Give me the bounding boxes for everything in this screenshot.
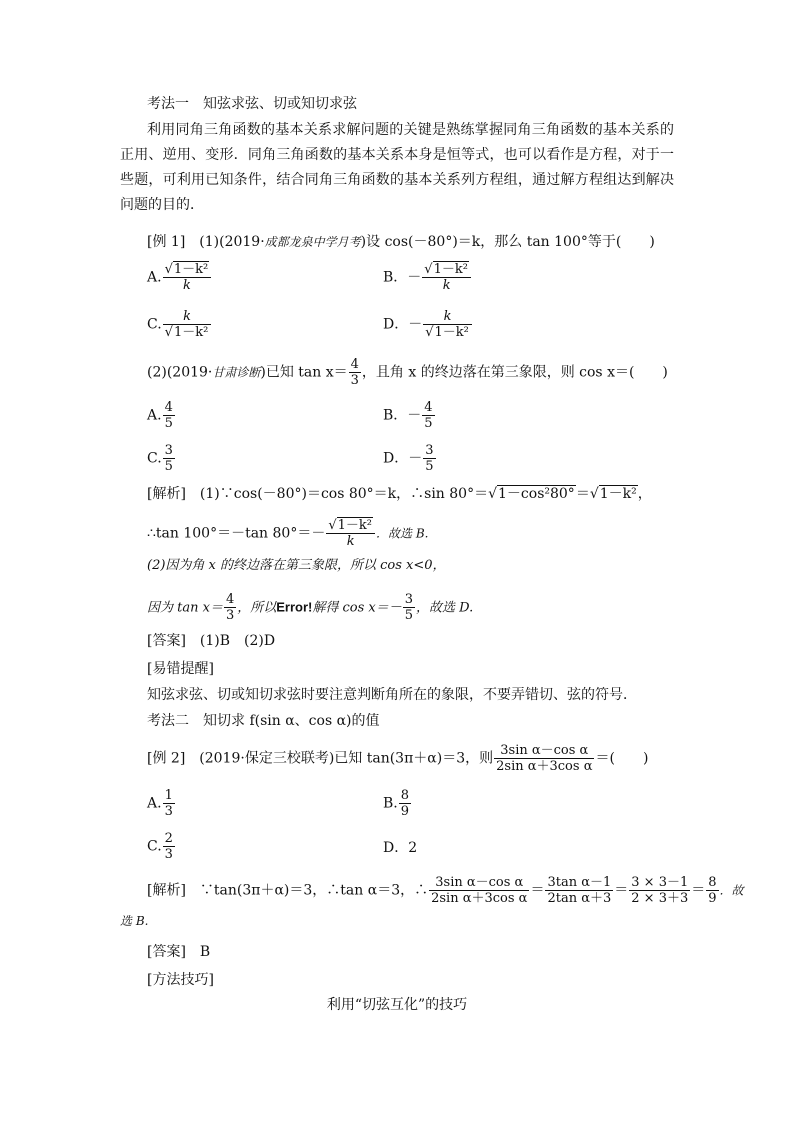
- example-1-part-2-option-d: D．－ $\frac{3}{5}$: [383, 443, 434, 474]
- section-1-paragraph: 利用同角三角函数的基本关系求解问题的关键是熟练掌握同角三角函数的基本关系的正用、逆用、变形．同角三角函数的基本关系本身是恒等式，也可以看作是方程，对于一些题，可利用已知条件，结合同角三角函数的基本关系列方程组，通过解方程组达到解决问题的目的．: [120, 122, 674, 213]
- example-2-option-b: B. $\frac{8}{9}$: [383, 788, 410, 819]
- example-2-option-d: D．2: [383, 840, 418, 856]
- example-1-option-c: C. $\frac{k}{\text{√1－k²}}$: [147, 309, 212, 340]
- example-1-part-2-option-a: A. $\frac{4}{5}$: [147, 400, 173, 431]
- example-1-part-2-stem: (2)(2019·甘肃诊断)已知 tan x＝ $\frac{4}{3}$ ，且角 x 的终边落在第三象限，则 cos x＝( ): [147, 357, 668, 388]
- section-1-title: 考法一 知弦求弦、切或知切求弦: [147, 96, 357, 112]
- example-1-stem: [例 1] (1)(2019·成都龙泉中学月考)设 cos(－80°)＝k，那么 tan 100°等于( ): [147, 234, 655, 250]
- solution-2-line-2: 选 B.: [120, 914, 149, 928]
- method-heading: [方法技巧]: [147, 972, 214, 988]
- solution-2-line-1: [解析] ∵tan(3π＋α)＝3，∴tan α＝3，∴ $\frac{\text{3sin α－cos α}}{\text{2sin α＋3cos α}}$ ＝ $\frac{\text{3tan α－1}}{\text{2tan α＋3}}$ ＝ $\frac{3 \times 3-1}{2 \times 3+3}$ ＝ $\frac{8}{9}$ ．故: [147, 875, 744, 906]
- example-2-stem: [例 2] (2019·保定三校联考)已知 tan(3π＋α)＝3，则 $\frac{\text{3sin α－cos α}}{\text{2sin α＋3cos α}}$ ＝( ): [147, 743, 649, 774]
- solution-1-line-1: [解析] (1)∵cos(－80°)＝cos 80°＝k，∴sin 80°＝√1－cos²80°＝√1－k²，: [147, 486, 652, 502]
- answer-1: [答案] (1)B (2)D: [147, 633, 276, 649]
- solution-1-line-4: 因为 tan x＝ $\frac{4}{3}$ ，所以Error!解得 cos x＝－ $\frac{3}{5}$ ，故选 D.: [147, 592, 474, 623]
- example-1-part-2-option-b: B．－ $\frac{4}{5}$: [383, 400, 433, 431]
- example-1-option-d: D．－ $\frac{k}{\text{√1－k²}}$: [383, 309, 473, 340]
- error-marker: Error!: [276, 599, 313, 615]
- example-1-source: 成都龙泉中学月考: [264, 235, 361, 249]
- solution-1-line-3: (2)因为角 x 的终边落在第三象限，所以 cos x<0，: [147, 558, 446, 573]
- example-1-option-b: B．－ $\frac{\text{√1－k²}}{k}$: [383, 262, 472, 293]
- example-1-option-a: A. $\frac{\text{√1－k²}}{k}$: [147, 262, 212, 293]
- example-2-option-a: A. $\frac{1}{3}$: [147, 788, 173, 819]
- solution-1-line-2: ∴tan 100°＝－tan 80°＝－ $\frac{\text{√1－k²}}{k}$ ．故选 B.: [147, 518, 429, 549]
- tip-body: 知弦求弦、切或知切求弦时要注意判断角所在的象限，不要弄错切、弦的符号．: [147, 687, 637, 703]
- tip-heading: [易错提醒]: [147, 661, 214, 677]
- method-title: 利用“切弦互化”的技巧: [326, 997, 468, 1013]
- section-2-title: 考法二 知切求 f(sin α、cos α)的值: [147, 713, 380, 729]
- example-2-option-c: C. $\frac{2}{3}$: [147, 831, 173, 862]
- answer-2: [答案] B: [147, 944, 211, 960]
- example-1-part-2-option-c: C. $\frac{3}{5}$: [147, 443, 173, 474]
